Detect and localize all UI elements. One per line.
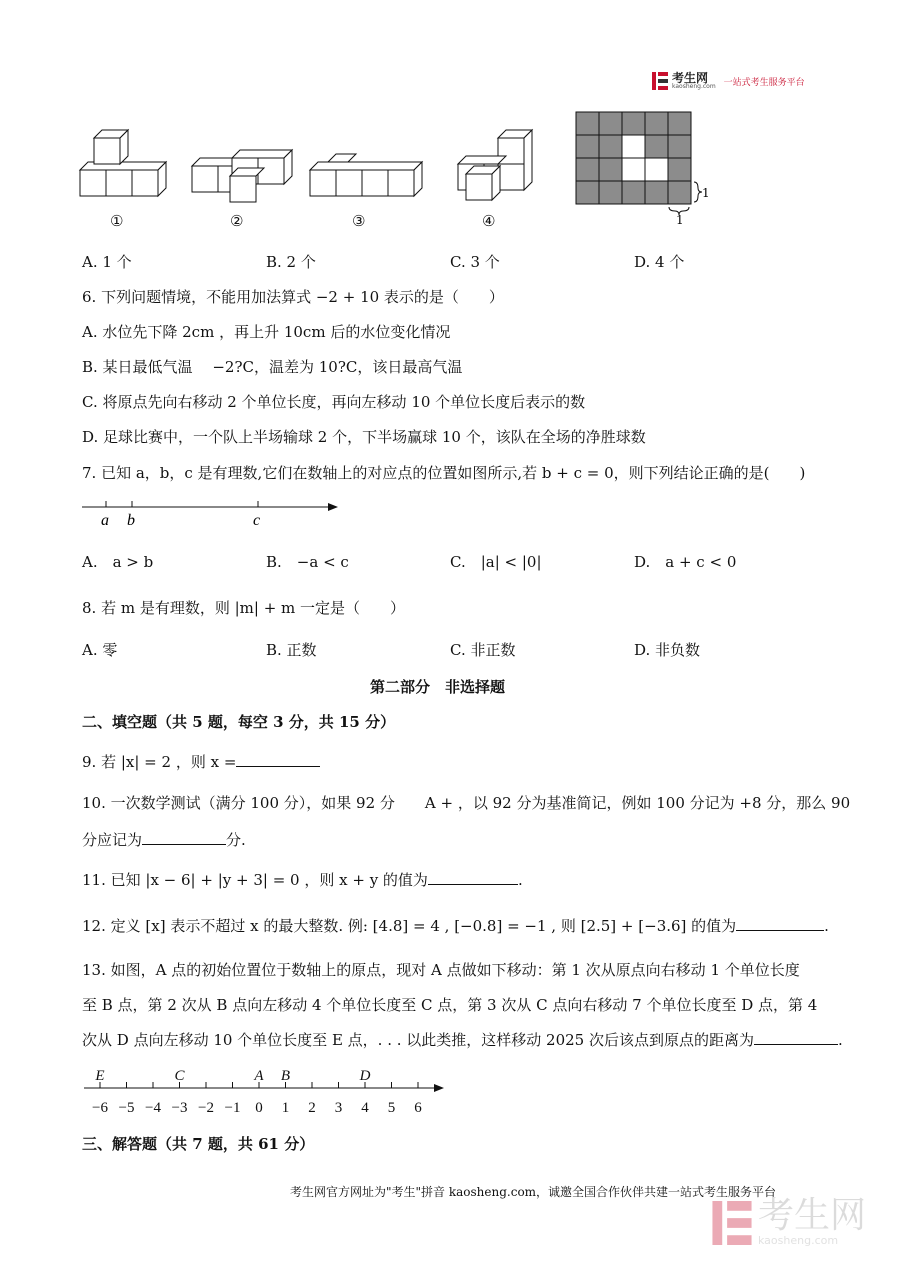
figure-label-4: ④ [482,212,496,230]
q13-tick-label: −2 [198,1100,214,1116]
q7-label-a: a [101,512,109,529]
q6-option-a: A. 水位先下降 2cm ，再上升 10cm 后的水位变化情况 [82,323,451,341]
q6-option-d: D. 足球比赛中，一个队上半场输球 2 个，下半场赢球 10 个，该队在全场的净胜球数 [82,428,646,446]
q12-text: 12. 定义 [x] 表示不超过 x 的最大整数. 例: [4.8] = 4 , [−0.8] = −1 , 则 [2.5] + [−3.6] 的值为 [82,917,737,935]
q13-line1: 13. 如图，A 点的初始位置位于数轴上的原点，现对 A 点做如下移动：第 1 次从原点向右移动 1 个单位长度 [82,961,800,979]
q12-end: . [824,917,829,935]
grid-unit-label: 1 [702,186,710,200]
q13-tick-label: −1 [224,1100,241,1116]
figure-1 [80,130,166,196]
q7-option-a: A. a > b [82,553,154,571]
q10-blank[interactable] [142,830,226,845]
q8-stem: 8. 若 m 是有理数，则 |m| + m 一定是（ ） [82,599,406,617]
q11-text: 11. 已知 |x − 6| + |y + 3| = 0 ，则 x + y 的值为 [82,871,428,889]
q13-line2: 至 B 点，第 2 次从 B 点向左移动 4 个单位长度至 C 点，第 3 次从 C 点向右移动 7 个单位长度至 D 点，第 4 [82,996,818,1014]
q5-option-a: A. 1 个 [82,253,132,271]
figure-4 [458,130,532,200]
q7-option-d: D. a + c < 0 [634,553,737,571]
q5-option-b: B. 2 个 [266,253,316,271]
q8-option-d: D. 非负数 [634,641,701,659]
q7-label-c: c [253,512,261,529]
header-logo [652,72,805,90]
figure-label-3: ③ [352,212,366,230]
q13-point-label-e: E [95,1068,105,1084]
q8-option-b: B. 正数 [266,641,317,659]
q5-option-c: C. 3 个 [450,253,500,271]
q13-tick-label: 1 [281,1100,290,1116]
figure-label-1: ① [110,212,124,230]
q7-stem: 7. 已知 a，b，c 是有理数,它们在数轴上的对应点的位置如图所示,若 b + c = 0，则下列结论正确的是( ) [82,464,806,482]
q8-option-a: A. 零 [82,641,118,659]
q13-end: . [838,1031,843,1049]
logo-sub: kaosheng.com [672,83,716,90]
q10-line2-b: 分. [226,831,246,849]
logo-text: 考生网 [672,71,709,85]
q13-point-label-d: D [359,1068,371,1084]
q13-tick-label: −3 [171,1100,188,1116]
watermark-sub: kaosheng.com [758,1234,839,1247]
q8-option-c: C. 非正数 [450,641,516,659]
q13-tick-label: −4 [145,1100,161,1116]
q7-label-b: b [127,512,135,529]
q5-option-d: D. 4 个 [634,253,685,271]
watermark [712,1195,867,1247]
q6-option-b: B. 某日最低气温 −2?C，温差为 10?C，该日最高气温 [82,358,463,376]
q13-tick-label: 5 [387,1100,396,1116]
section2-title: 二、填空题（共 5 题，每空 3 分，共 15 分） [82,713,396,731]
q13-blank[interactable] [754,1030,838,1045]
q12-blank[interactable] [736,916,824,931]
footer-text: 考生网官方网址为"考生"拼音 kaosheng.com，诚邀全国合作伙伴共建一站式考生服务平台 [290,1185,777,1199]
q10-line2-a: 分应记为 [82,831,143,849]
q9-blank[interactable] [236,752,320,767]
grid-figure [574,110,714,224]
q13-line3-text: 次从 D 点向左移动 10 个单位长度至 E 点，. . . 以此类推，这样移动 2025 次后该点到原点的距离为 [82,1031,754,1049]
q6-option-c: C. 将原点先向右移动 2 个单位长度，再向左移动 10 个单位长度后表示的数 [82,393,586,411]
q13-tick-label: −5 [118,1100,135,1116]
q7-option-c: C. |a| < |0| [450,553,542,571]
q13-point-label-c: C [174,1068,185,1084]
q10-line1: 10. 一次数学测试（满分 100 分），如果 92 分 A + ，以 92 分为基准简记，例如 100 分记为 +8 分，那么 90 [82,794,851,812]
q6-stem: 6. 下列问题情境，不能用加法算式 −2 + 10 表示的是（ ） [82,288,504,306]
figure-3 [310,154,422,196]
section3-title: 三、解答题（共 7 题，共 61 分） [82,1135,315,1153]
q10-line2 [82,830,246,850]
q13-point-label-b: B [280,1068,291,1084]
q11-blank[interactable] [428,870,518,885]
logo-slogan: 一站式考生服务平台 [723,77,805,88]
q12 [82,916,829,936]
q13-tick-label: 4 [361,1100,369,1116]
q11 [82,870,523,890]
q13-line3 [82,1030,843,1050]
q13-number-line [80,1064,450,1120]
q7-option-b: B. −a < c [266,553,349,571]
kaosheng-logo-icon [652,72,668,90]
q11-end: . [517,871,523,889]
q13-point-label-a: A [254,1068,264,1084]
q7-number-line [80,496,342,530]
q13-tick-label: 2 [308,1100,316,1116]
figure-label-2: ② [230,212,244,230]
part2-title: 第二部分 非选择题 [370,678,506,696]
q9-text: 9. 若 |x| = 2 ，则 x = [82,753,237,771]
watermark-text: 考生网 [758,1195,867,1236]
q13-tick-label: −6 [92,1100,108,1116]
q13-tick-label: 3 [334,1100,343,1116]
grid-unit-label-x: 1 [676,213,684,224]
figure-2 [192,150,292,202]
q9 [82,752,320,772]
q13-tick-label: 6 [414,1100,422,1116]
q13-tick-label: 0 [255,1100,263,1116]
watermark-logo-icon [712,1201,752,1245]
